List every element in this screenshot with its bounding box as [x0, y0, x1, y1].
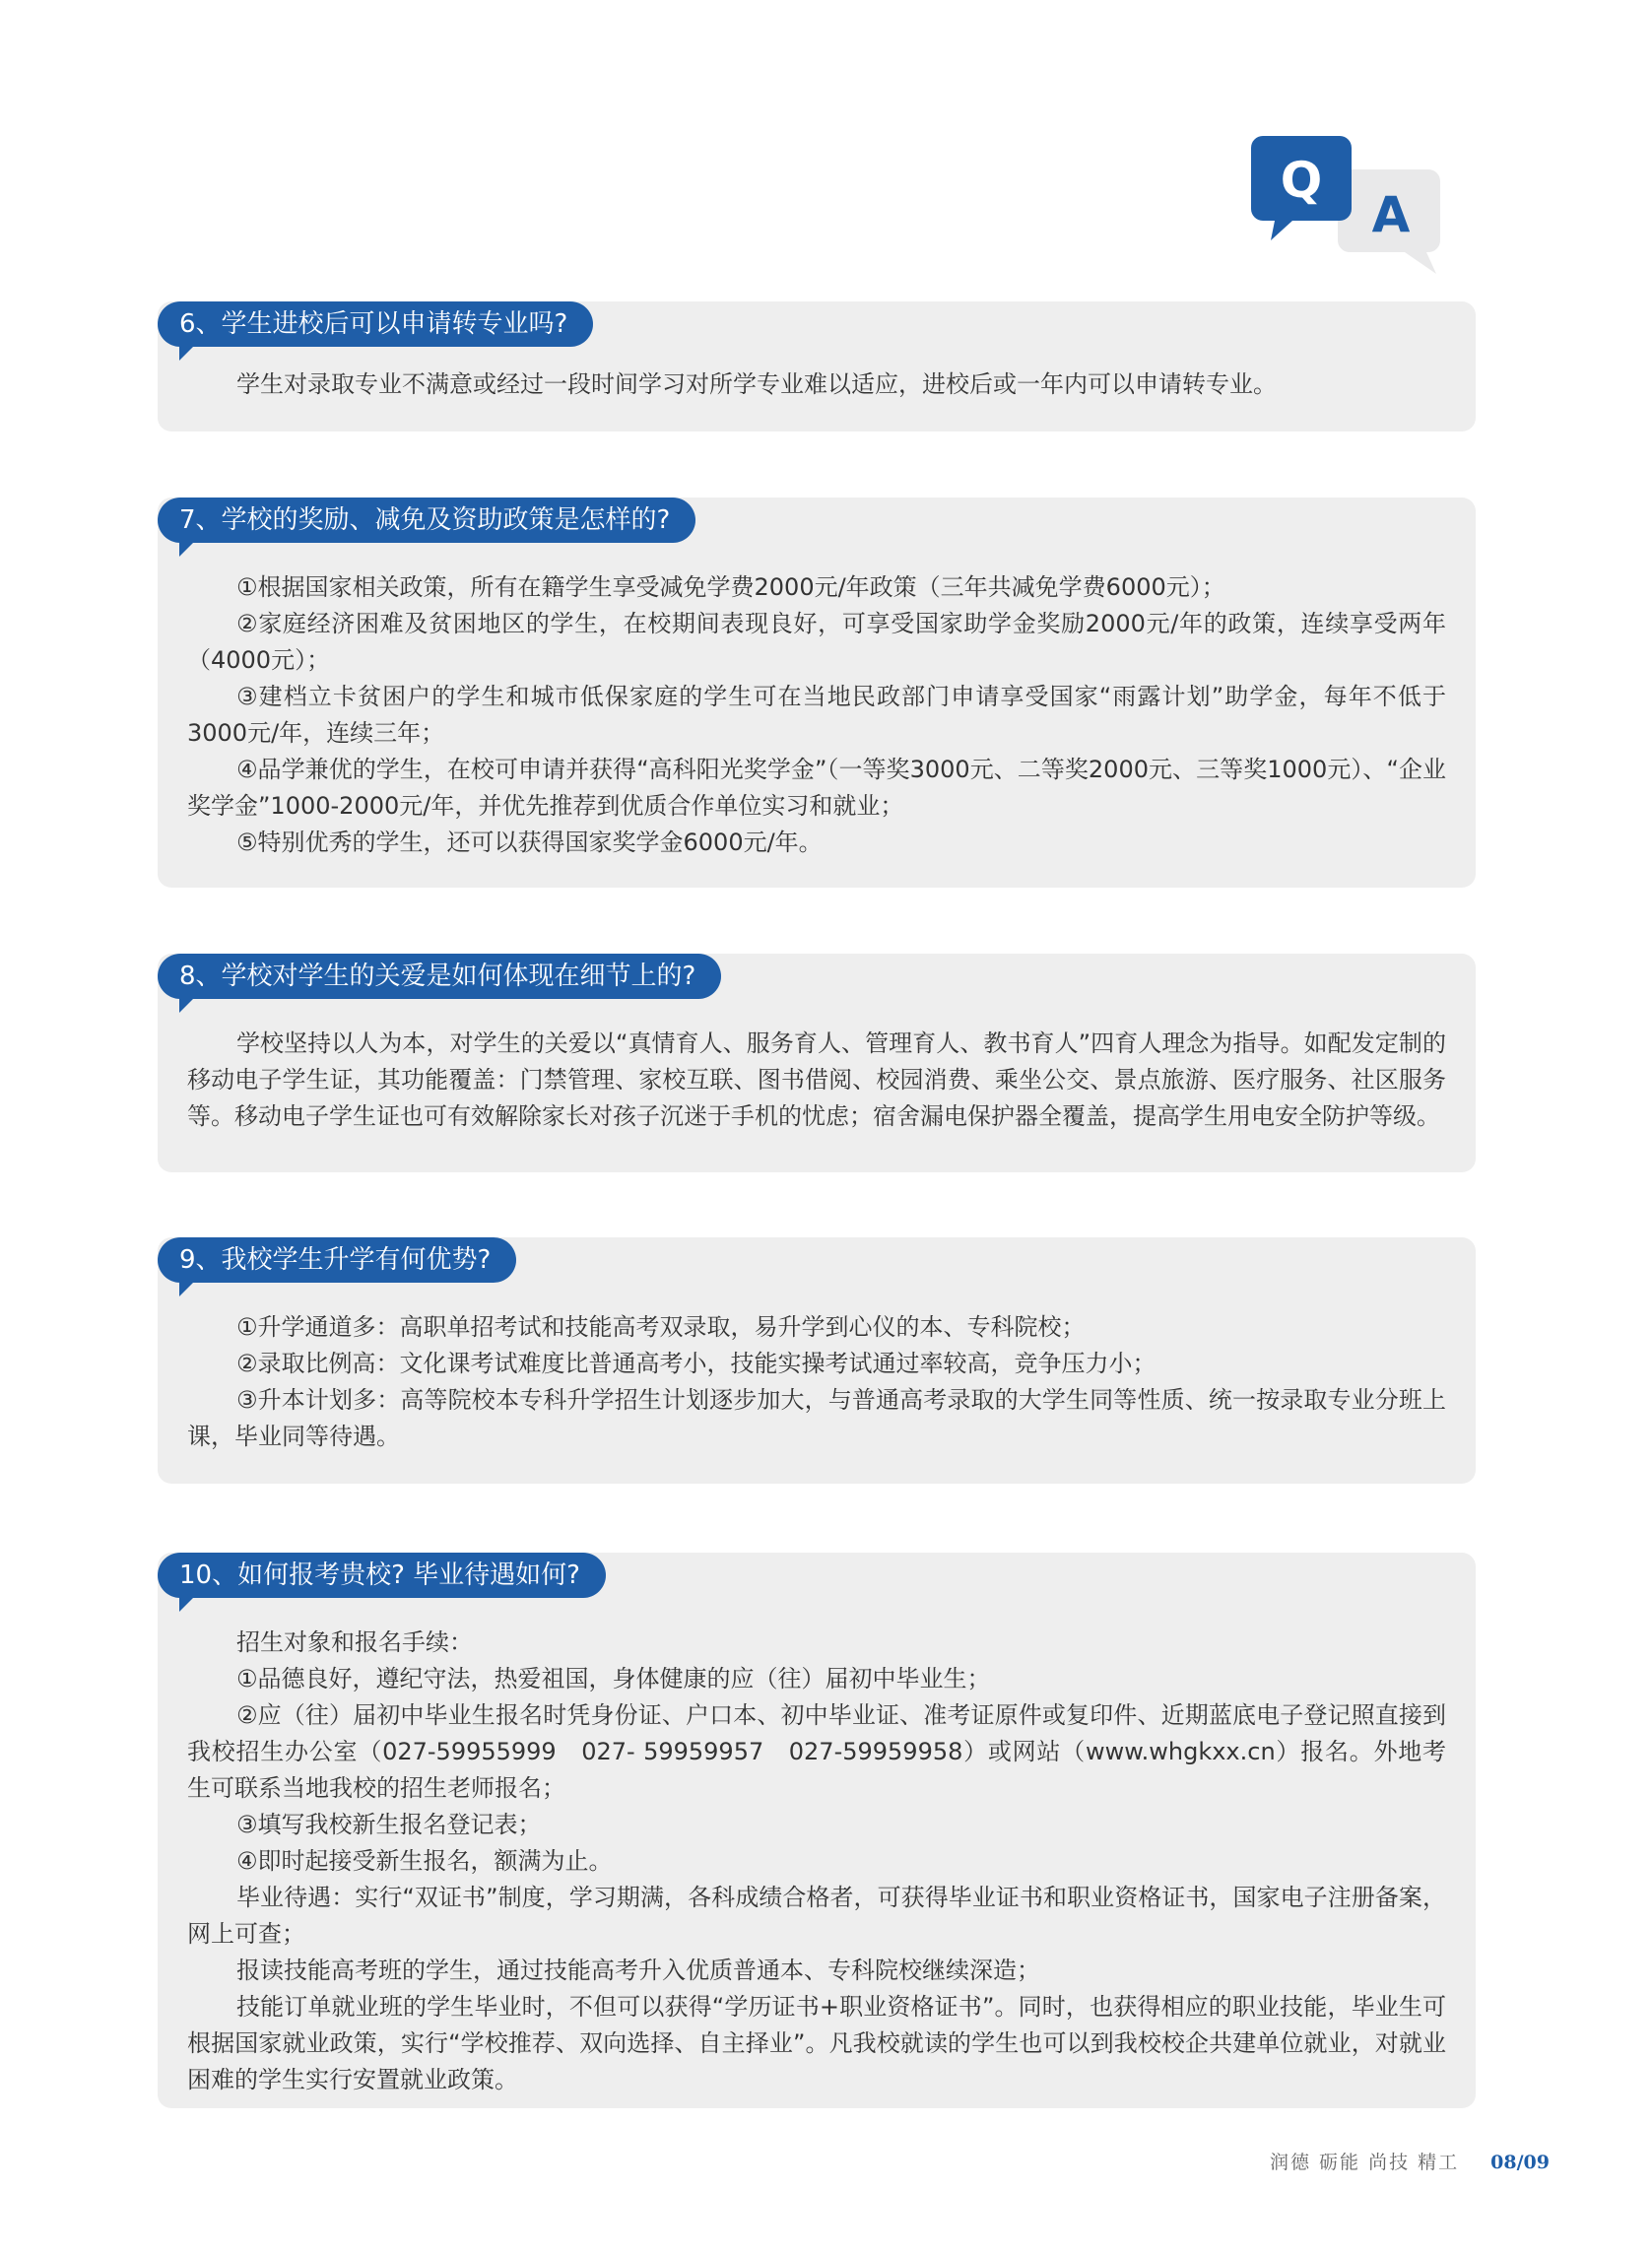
qa-card-6: [158, 301, 1476, 431]
answer-10-item: 招生对象和报名手续：: [236, 1628, 473, 1656]
answer-8: [187, 1026, 1446, 1135]
answer-10-item: 报读技能高考班的学生，通过技能高考升入优质普通本、专科院校继续深造；: [236, 1957, 1040, 1984]
answer-10: [187, 1625, 1446, 2098]
answer-6: [187, 366, 1446, 403]
qa-card-7: [158, 498, 1476, 888]
page-number: 08/09: [1490, 2152, 1550, 2173]
answer-7-item: ④品学兼优的学生，在校可申请并获得“高科阳光奖学金”（一等奖3000元、二等奖2000元、三等奖1000元）、“企业奖学金”1000-2000元/年，并优先推荐到优质合作单位实习和就业；: [187, 756, 1446, 820]
answer-7-item: ⑤特别优秀的学生，还可以获得国家奖学金6000元/年。: [236, 829, 823, 856]
a-letter: A: [1371, 186, 1411, 243]
answer-9-item: ②录取比例高：文化课考试难度比普通高考小，技能实操考试通过率较高，竞争压力小；: [236, 1350, 1156, 1377]
qa-card-10: [158, 1553, 1476, 2108]
a-speech-bubble: [1338, 169, 1440, 274]
answer-9-item: ①升学通道多：高职单招考试和技能高考双录取，易升学到心仪的本、专科院校；: [236, 1313, 1086, 1341]
question-8-title: 8、学校对学生的关爱是如何体现在细节上的?: [158, 954, 721, 999]
answer-7-item: ③建档立卡贫困户的学生和城市低保家庭的学生可在当地民政部门申请享受国家“雨露计划”助学金，每年不低于3000元/年，连续三年；: [187, 683, 1446, 747]
page-footer: [1270, 2148, 1550, 2174]
answer-6-paragraph: 学生对录取专业不满意或经过一段时间学习对所学专业难以适应，进校后或一年内可以申请转专业。: [236, 370, 1277, 398]
question-7-title: 7、学校的奖励、减免及资助政策是怎样的?: [158, 498, 695, 543]
answer-10-item: ①品德良好，遵纪守法，热爱祖国，身体健康的应（往）届初中毕业生；: [236, 1665, 991, 1693]
answer-9: [187, 1309, 1446, 1455]
qa-logo: [1251, 136, 1448, 274]
q-letter: Q: [1280, 152, 1323, 209]
question-6-title: 6、学生进校后可以申请转专业吗?: [158, 301, 593, 347]
answer-10-item: 技能订单就业班的学生毕业时，不但可以获得“学历证书+职业资格证书”。同时，也获得相应的职业技能，毕业生可根据国家就业政策，实行“学校推荐、双向选择、自主择业”。凡我校就读的学生也可以到我校校企共建单位就业，对就业困难的学生实行安置就业政策。: [187, 1993, 1446, 2093]
question-9-title: 9、我校学生升学有何优势?: [158, 1237, 516, 1283]
school-motto: 润德 砺能 尚技 精工: [1270, 2152, 1460, 2173]
qa-card-9: [158, 1237, 1476, 1484]
answer-7-item: ①根据国家相关政策，所有在籍学生享受减免学费2000元/年政策（三年共减免学费6000元）；: [236, 573, 1225, 601]
answer-10-item: 毕业待遇：实行“双证书”制度，学习期满，各科成绩合格者，可获得毕业证书和职业资格证书，国家电子注册备案，网上可查；: [187, 1884, 1446, 1948]
answer-9-item: ③升本计划多：高等院校本专科升学招生计划逐步加大，与普通高考录取的大学生同等性质、统一按录取专业分班上课，毕业同等待遇。: [187, 1386, 1446, 1450]
q-speech-bubble: [1251, 136, 1352, 240]
answer-7: [187, 569, 1446, 861]
qa-card-8: [158, 954, 1476, 1172]
answer-8-paragraph: 学校坚持以人为本，对学生的关爱以“真情育人、服务育人、管理育人、教书育人”四育人理念为指导。如配发定制的移动电子学生证，其功能覆盖：门禁管理、家校互联、图书借阅、校园消费、乘坐公交、景点旅游、医疗服务、社区服务等。移动电子学生证也可有效解除家长对孩子沉迷于手机的忧虑；宿舍漏电保护器全覆盖，提高学生用电安全防护等级。: [187, 1029, 1446, 1130]
answer-10-item: ③填写我校新生报名登记表；: [236, 1811, 542, 1838]
question-10-title: 10、如何报考贵校? 毕业待遇如何?: [158, 1553, 606, 1598]
answer-7-item: ②家庭经济困难及贫困地区的学生，在校期间表现良好，可享受国家助学金奖励2000元/年的政策，连续享受两年（4000元）；: [187, 610, 1446, 674]
answer-10-item: ④即时起接受新生报名，额满为止。: [236, 1847, 613, 1875]
answer-10-item: ②应（往）届初中毕业生报名时凭身份证、户口本、初中毕业证、准考证原件或复印件、近期蓝底电子登记照直接到我校招生办公室（027-59955999 027- 59959957 027-59959958）或网站（www.whgkxx.cn）报名。外地考生可联系当地我校的招生老师报名；: [187, 1701, 1446, 1802]
